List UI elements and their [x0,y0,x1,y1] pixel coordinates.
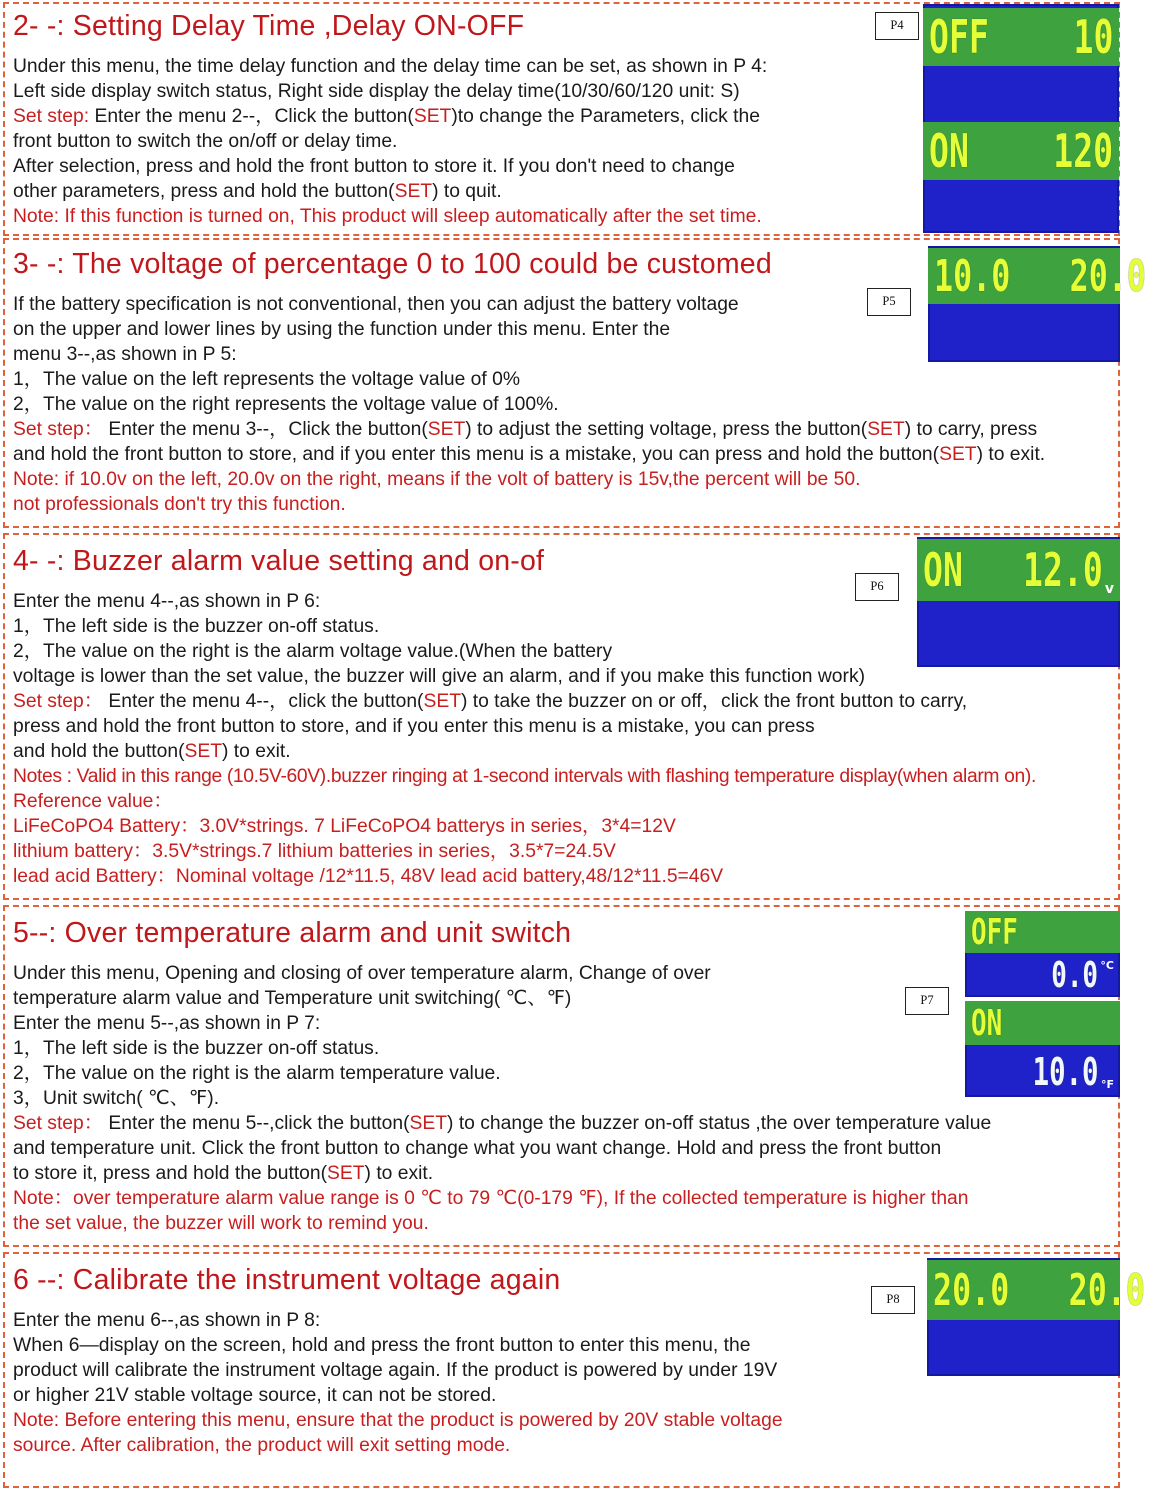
text-line [13,1333,783,1358]
text-line [13,1061,991,1086]
highlight-text: SET [413,106,452,127]
section-body [13,961,991,1236]
highlight-text: SET [427,419,466,440]
body-text: ) to take the buzzer on or off，click the front button to carry, [460,691,968,712]
body-text: 1，The left side is the buzzer on-off status. [13,1038,380,1059]
text-line [13,814,1036,839]
figure-label-p8: P8 [871,1286,915,1314]
lcd-right-value-2: 10.0 [1033,1050,1099,1094]
body-text: Enter the menu 3--，Click the button( [103,419,428,440]
text-line [13,392,1045,417]
figure-label-p6: P6 [855,573,899,601]
body-text: 2，The value on the right is the alarm temperature value. [13,1063,501,1084]
highlight-text: SET [394,181,433,202]
section-over-temperature [3,905,1120,1247]
text-line [13,1433,783,1458]
lcd-left-value: OFF [971,911,1018,953]
highlight-text: SET [184,741,223,762]
body-text: 2，The value on the right is the alarm voltage value.(When the battery [13,641,613,662]
lcd-unit: v [1147,285,1157,302]
text-line [13,54,767,79]
figure-label-p7: P7 [905,987,949,1015]
text-line [13,614,1036,639]
highlight-text: SET [423,691,461,712]
body-text: ) to change the buzzer on-off status ,the over temperature value [447,1113,992,1134]
body-text: Under this menu, the time delay function and the delay time can be set, as shown in P 4: [13,56,768,77]
body-text: Enter the menu 5--,as shown in P 7: [13,1013,321,1034]
lcd-right-value: 12.0 [1023,543,1103,597]
body-text: If the battery specification is not conventional, then you can adjust the battery voltage [13,294,739,315]
body-text: ) to adjust the setting voltage, press the button( [465,419,868,440]
lcd-unit-2: °F [1100,1078,1114,1091]
text-line [13,342,1045,367]
text-line [13,1086,991,1111]
lcd-left-value: 20.0 [933,1264,1010,1316]
text-line [13,204,767,229]
body-text: Enter the menu 5--,click the button( [103,1113,410,1134]
body-text: 3，Unit switch( ℃、℉). [13,1088,220,1109]
text-line [13,1383,783,1408]
lcd-row-bottom [923,122,1119,180]
lcd-display-p5 [928,246,1157,362]
text-line [13,1036,991,1061]
section-title: 5--: Over temperature alarm and unit switch [13,917,572,949]
figure-label-p4: P4 [875,12,919,40]
body-text: After selection, press and hold the front button to store it. If you don't need to change [13,156,735,177]
body-text: or higher 21V stable voltage source, it can not be stored. [13,1385,497,1406]
text-line [13,1136,991,1161]
body-text: Left side display switch status, Right side display the delay time(10/30/60/120 unit: S) [13,81,740,102]
text-line [13,714,1036,739]
body-text: press and hold the front button to store, and if you enter this menu is a mistake, you can press [13,716,815,737]
highlight-text: lithium battery：3.5V*strings.7 lithium batteries in series，3.5*7=24.5V [13,841,616,862]
body-text: Enter the menu 6--,as shown in P 8: [13,1310,321,1331]
lcd-row-top [923,8,1119,66]
section-body [13,1308,783,1458]
lcd-row-bottom [965,1047,1120,1097]
highlight-text: Set step： [13,419,104,440]
section-title: 4- -: Buzzer alarm value setting and on-of [13,545,545,577]
text-line [13,864,1036,889]
lcd-right-value-2: 120 [1053,124,1113,178]
text-line [13,1211,991,1236]
section-calibrate-voltage [3,1252,1157,1488]
body-text: Enter the menu 4--，click the button( [103,691,424,712]
text-line [13,689,1036,714]
text-line [13,442,1045,467]
body-text: ) to exit. [364,1163,434,1184]
text-line [13,1408,783,1433]
body-text: and hold the front button to store, and if you enter this menu is a mistake, you can press and hold the button( [13,444,940,465]
body-text: voltage is lower than the set value, the buzzer will give an alarm, and if you make this function work) [13,666,866,687]
body-text: When 6—display on the screen, hold and press the front button to enter this menu, the [13,1335,751,1356]
body-text: on the upper and lower lines by using the function under this menu. Enter the [13,319,671,340]
highlight-text: Notes : Valid in this range (10.5V-60V).buzzer ringing at 1-second intervals with flashing temperature display(when alarm on). [13,766,1036,787]
body-text: )to change the Parameters, click the [451,106,760,127]
text-line [13,639,1036,664]
text-line [13,1161,991,1186]
body-text: Under this menu, Opening and closing of over temperature alarm, Change of over [13,963,711,984]
lcd-left-value: ON [923,543,963,597]
body-text: 1，The left side is the buzzer on-off status. [13,616,380,637]
text-line [13,789,1036,814]
figure-label-p5: P5 [867,288,911,316]
body-text: other parameters, press and hold the button( [13,181,395,202]
text-line [13,1308,783,1333]
text-line [13,129,767,154]
highlight-text: SET [409,1113,448,1134]
highlight-text: Note: If this function is turned on, This product will sleep automatically after the set time. [13,206,762,227]
lcd-right-value: 10 [1073,10,1113,64]
text-line [13,986,991,1011]
lcd-row-bottom [965,953,1120,997]
lcd-left-value: OFF [929,10,989,64]
lcd-display-p8 [927,1258,1157,1376]
body-text: 1，The value on the left represents the voltage value of 0% [13,369,520,390]
section-voltage-percentage [3,238,1157,528]
text-line [13,1011,991,1036]
highlight-text: Set step： [13,691,104,712]
lcd-unit: °C [1100,959,1114,972]
text-line [13,1358,783,1383]
highlight-text: SET [327,1163,365,1184]
lcd-left-value-2: ON [971,1002,1003,1044]
section-buzzer-alarm [3,533,1120,900]
body-text: front button to switch the on/off or delay time. [13,131,398,152]
lcd-unit: v [1104,581,1114,597]
highlight-text: Note: if 10.0v on the left, 20.0v on the right, means if the volt of battery is 15v,the percent will be 50. [13,469,861,490]
lcd-right-value: 20.0 [1069,250,1146,302]
section-delay-time [3,2,1120,236]
body-text: product will calibrate the instrument voltage again. If the product is powered by under 19V [13,1360,778,1381]
text-line [13,664,1036,689]
highlight-text: Note：over temperature alarm value range is 0 ℃ to 79 ℃(0-179 ℉), If the collected temperature is higher than [13,1188,969,1209]
section-body [13,292,1045,517]
lcd-right-value: 0.0 [1051,954,1099,996]
highlight-text: Note: Before entering this menu, ensure that the product is powered by 20V stable voltage [13,1410,783,1431]
lcd-row-top [928,248,1157,304]
body-text: menu 3--,as shown in P 5: [13,344,237,365]
text-line [13,764,1036,789]
body-text: ) to quit. [432,181,502,202]
highlight-text: LiFeCoPO4 Battery：3.0V*strings. 7 LiFeCoPO4 batterys in series，3*4=12V [13,816,676,837]
lcd-left-value: 10.0 [934,250,1011,302]
lcd-display-p6 [917,537,1120,667]
highlight-text: not professionals don't try this function. [13,494,346,515]
section-body [13,54,767,229]
body-text: ) to carry, press [904,419,1038,440]
section-title: 2- -: Setting Delay Time ,Delay ON-OFF [13,10,525,42]
body-text: and hold the button( [13,741,185,762]
highlight-text: the set value, the buzzer will work to remind you. [13,1213,429,1234]
highlight-text: Set step: [13,106,90,127]
body-text: ) to exit. [222,741,291,762]
lcd-unit: v [1146,1299,1157,1316]
lcd-row-top [965,911,1120,953]
body-text: ) to exit. [976,444,1046,465]
text-line [13,179,767,204]
text-line [13,739,1036,764]
text-line [13,79,767,104]
text-line [13,467,1045,492]
lcd-left-value-2: ON [929,124,969,178]
section-title: 3- -: The voltage of percentage 0 to 100 could be customed [13,248,772,280]
body-text: and temperature unit. Click the front button to change what you want change. Hold and press the front button [13,1138,942,1159]
highlight-text: lead acid Battery：Nominal voltage /12*11.5, 48V lead acid battery,48/12*11.5=46V [13,866,724,887]
lcd-row-top [927,1260,1157,1320]
body-text: to store it, press and hold the button( [13,1163,328,1184]
text-line [13,1111,991,1136]
lcd-row-top [965,1001,1120,1045]
text-line [13,492,1045,517]
highlight-text: Set step： [13,1113,104,1134]
highlight-text: SET [867,419,905,440]
lcd-display-p4 [923,4,1119,233]
text-line [13,367,1045,392]
lcd-row-top [917,539,1120,601]
text-line [13,104,767,129]
section-body [13,589,1036,889]
section-title: 6 --: Calibrate the instrument voltage again [13,1264,561,1296]
lcd-right-value: 20.0 [1068,1264,1145,1316]
lcd-display-p7-top [965,911,1120,997]
text-line [13,961,991,986]
lcd-display-p7-bottom [965,1001,1120,1097]
highlight-text: source. After calibration, the product will exit setting mode. [13,1435,511,1456]
text-line [13,1186,991,1211]
body-text: Enter the menu 2--，Click the button( [89,106,414,127]
text-line [13,839,1036,864]
body-text: temperature alarm value and Temperature unit switching( ℃、℉) [13,988,572,1009]
highlight-text: SET [939,444,977,465]
text-line [13,317,1045,342]
text-line [13,417,1045,442]
body-text: 2，The value on the right represents the voltage value of 100%. [13,394,559,415]
text-line [13,154,767,179]
highlight-text: Reference value： [13,791,173,812]
body-text: Enter the menu 4--,as shown in P 6: [13,591,321,612]
